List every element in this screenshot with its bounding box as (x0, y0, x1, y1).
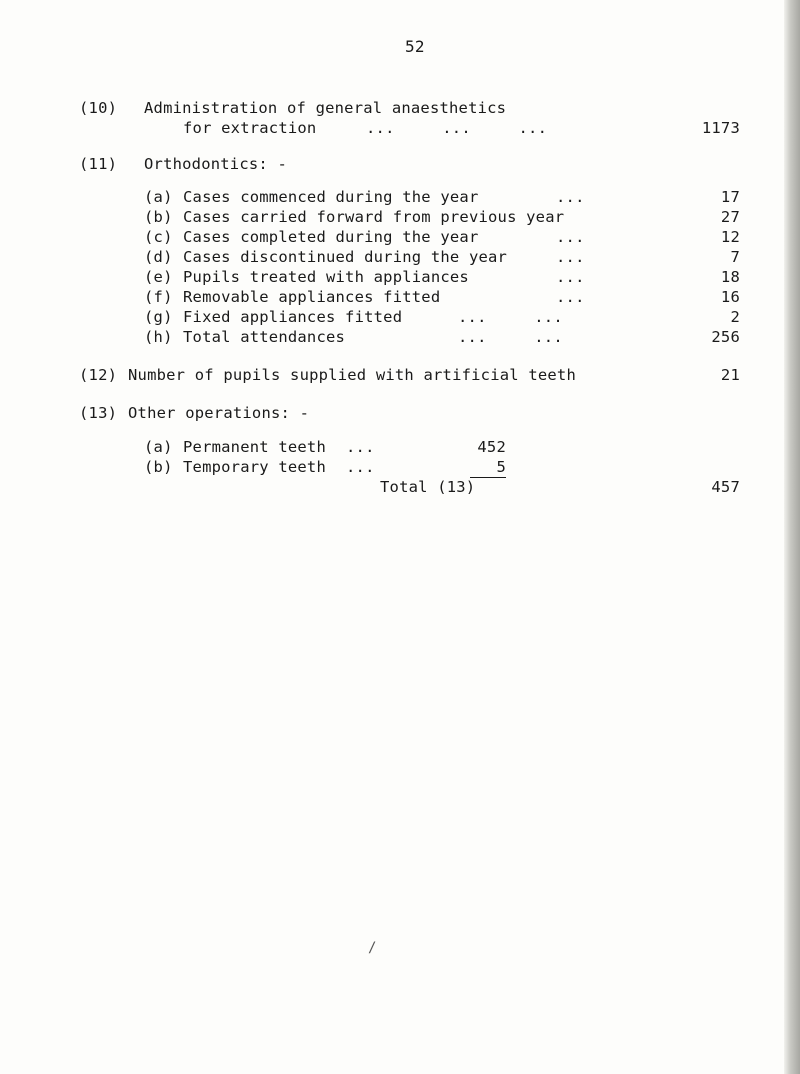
item-13b-text: Temporary teeth (183, 458, 326, 476)
item-11g-value: 2 (730, 308, 740, 326)
item-10-value: 1173 (701, 119, 740, 137)
item-11-text: Orthodontics: - (144, 155, 287, 173)
item-11c-text: Cases completed during the year (183, 228, 479, 246)
item-13a-text: Permanent teeth (183, 438, 326, 456)
item-11b-value: 27 (720, 208, 740, 226)
item-11f-dots: ... (556, 288, 585, 306)
item-13a-label: (a) (144, 438, 173, 456)
item-11e-value: 18 (720, 268, 740, 286)
item-11f-text: Removable appliances fitted (183, 288, 441, 306)
item-12-text: Number of pupils supplied with artificial teeth (128, 366, 576, 384)
item-11-label: (11) (79, 155, 118, 173)
item-11h-label: (h) (144, 328, 173, 346)
item-11g-text: Fixed appliances fitted (183, 308, 403, 326)
item-13b-label: (b) (144, 458, 173, 476)
item-10-text-line2: for extraction (183, 119, 317, 137)
item-13-label: (13) (79, 404, 118, 422)
item-11c-dots: ... (556, 228, 585, 246)
item-11c-label: (c) (144, 228, 173, 246)
item-11f-value: 16 (720, 288, 740, 306)
item-13-text: Other operations: - (128, 404, 310, 422)
item-10-label: (10) (79, 99, 118, 117)
item-13-total-label: Total (13) (380, 478, 476, 496)
item-10-dots: ... ... ... (366, 119, 548, 137)
item-11f-label: (f) (144, 288, 173, 306)
item-11d-text: Cases discontinued during the year (183, 248, 508, 266)
item-11h-dots: ... ... (458, 328, 563, 346)
item-11e-label: (e) (144, 268, 173, 286)
item-10-text-line1: Administration of general anaesthetics (144, 99, 507, 117)
item-11h-text: Total attendances (183, 328, 346, 346)
page-number: 52 (405, 37, 425, 56)
item-11d-value: 7 (730, 248, 740, 266)
item-11a-text: Cases commenced during the year (183, 188, 479, 206)
item-11a-value: 17 (720, 188, 740, 206)
item-11g-label: (g) (144, 308, 173, 326)
stray-scan-mark: / (368, 940, 377, 956)
item-11e-dots: ... (556, 268, 585, 286)
item-11d-dots: ... (556, 248, 585, 266)
item-11d-label: (d) (144, 248, 173, 266)
item-11b-text: Cases carried forward from previous year (183, 208, 565, 226)
item-13b-dots: ... (346, 458, 375, 476)
item-13-total-value: 457 (711, 478, 740, 496)
item-13a-dots: ... (346, 438, 375, 456)
item-12-label: (12) (79, 366, 118, 384)
item-11c-value: 12 (720, 228, 740, 246)
item-11h-value: 256 (711, 328, 740, 346)
item-12-value: 21 (720, 366, 740, 384)
item-11a-label: (a) (144, 188, 173, 206)
item-11b-label: (b) (144, 208, 173, 226)
subtotal-underline (470, 477, 506, 478)
item-13b-value: 5 (496, 458, 506, 476)
item-11a-dots: ... (556, 188, 585, 206)
item-13a-value: 452 (477, 438, 506, 456)
scan-edge-shadow (784, 0, 800, 1074)
item-11g-dots: ... ... (458, 308, 563, 326)
item-11e-text: Pupils treated with appliances (183, 268, 469, 286)
